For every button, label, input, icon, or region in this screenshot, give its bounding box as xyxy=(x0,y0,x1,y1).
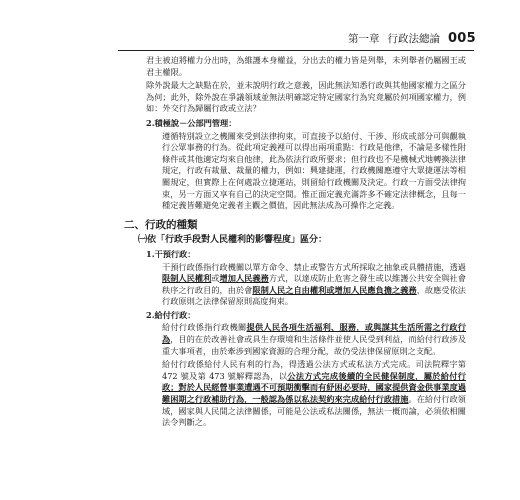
chapter-number: 第一章 xyxy=(347,33,380,45)
paragraph-3: 遵循特別設立之機關來受到法律拘束，可直接予以給付、干涉、形成或部分可與觀執行公眾事務的行為。從此項定義裡可以得出兩項重點：行政是他律，不論是多樣性附條件或其他適定均來自他律，此為依法行政所要求；但行政也不是機械式地轉換法律規定，行政有裁量、裁量的權力，例如：興建捷運，行政機關應遵守大眾捷運法等相關規定，但實際上在何處設立捷運站，則留給行政機關及決定。行政一方面受法律拘束，另一方面又享有自己的決定空間。惟正面定義充滿許多不確定法律概念，且每一種定義皆難避免定義者主觀之價值，因此無法成為可操作之定義。 xyxy=(162,130,466,211)
emphasis-text: 增加人民義務 xyxy=(219,273,269,284)
chapter-title: 行政法總論 xyxy=(387,33,440,45)
emphasis-text: 限制人民之自由權利或增加人民應負擔之義務 xyxy=(252,284,417,295)
item-label-intervention-administration: 1.干預行政： xyxy=(146,248,196,259)
item-label-benefit-administration: 2.給付行政： xyxy=(146,309,196,320)
paragraph-2: 除外說最大之缺點在於，並未說明行政之意義，因此無法知悉行政與其他國家權力之區分為何；此外，除外說在爭議領域並無法明確認定特定國家行為究竟屬於何項國家權力，例如：外交行為歸屬行政或立法？ xyxy=(146,80,466,114)
text-run: ，目的在於改善社會或具生存環境和生活條件並使人民受到利益，而給付行政涉及重大事項者，由於牽涉到國家資源的合理分配，故仍受法律保留原則之支配。 xyxy=(162,334,466,356)
text-run: 干預行政係指行政機關以單方命令、禁止或警告方式所採取之抽象或具體措施，透過 xyxy=(162,261,466,272)
page-header xyxy=(348,31,476,46)
text-run: 或 xyxy=(211,273,220,284)
paragraph-6 xyxy=(162,359,466,429)
header-rule xyxy=(118,50,474,51)
page-number: 005 xyxy=(447,31,476,46)
text-run: 方式，以達成防止危害之發生或以維護公共安全與社會秩序之行政目的，由於會 xyxy=(162,273,466,295)
paragraph-1: 君主被迫將權力分出時，為維護本身權益，分出去的權力皆是列舉，未列舉者仍屬國王或君主權限。 xyxy=(146,55,466,77)
text-run: 給付行政係給付人民有利的行為，得透過公法方式或私法方式完成。司法院釋字第 472 號及第 473 號解釋認為，以 xyxy=(162,359,466,381)
body-text xyxy=(124,55,466,431)
text-run: 。在給付行政領域，國家與人民間之法律關係，可能是公法或私法關係，無法一概而論，必須依相關法令判斷之。 xyxy=(162,394,466,428)
text-run: ，故應受依法行政原則之法律保留原則高度拘束。 xyxy=(162,284,466,307)
emphasis-text: 公法方式完成後續的全民健保制度，屬於給付行政；對於人民經營事業遭遇不可預期衝擊而有紓困必要時，國家提供資金供事業度過難困期之行政補助行為，一般認為係以私法契約來完成給付行政措施 xyxy=(162,370,466,405)
section-heading: 二、行政的種類 xyxy=(124,218,198,231)
paragraph-5 xyxy=(162,322,466,357)
emphasis-text: 限制人民權利 xyxy=(162,273,212,284)
subsection-label-positive-theory: 2.積極說－公部門管理： xyxy=(146,117,237,128)
text-run: 給付行政係指行政機關 xyxy=(162,322,247,333)
emphasis-text: 提供人民各項生活福利、服務，或與謀其生活所需之行政行為 xyxy=(162,322,466,345)
paragraph-4 xyxy=(162,262,466,308)
subsection-heading: ㈠依「行政手段對人民權利的影響程度」區分： xyxy=(138,235,328,246)
